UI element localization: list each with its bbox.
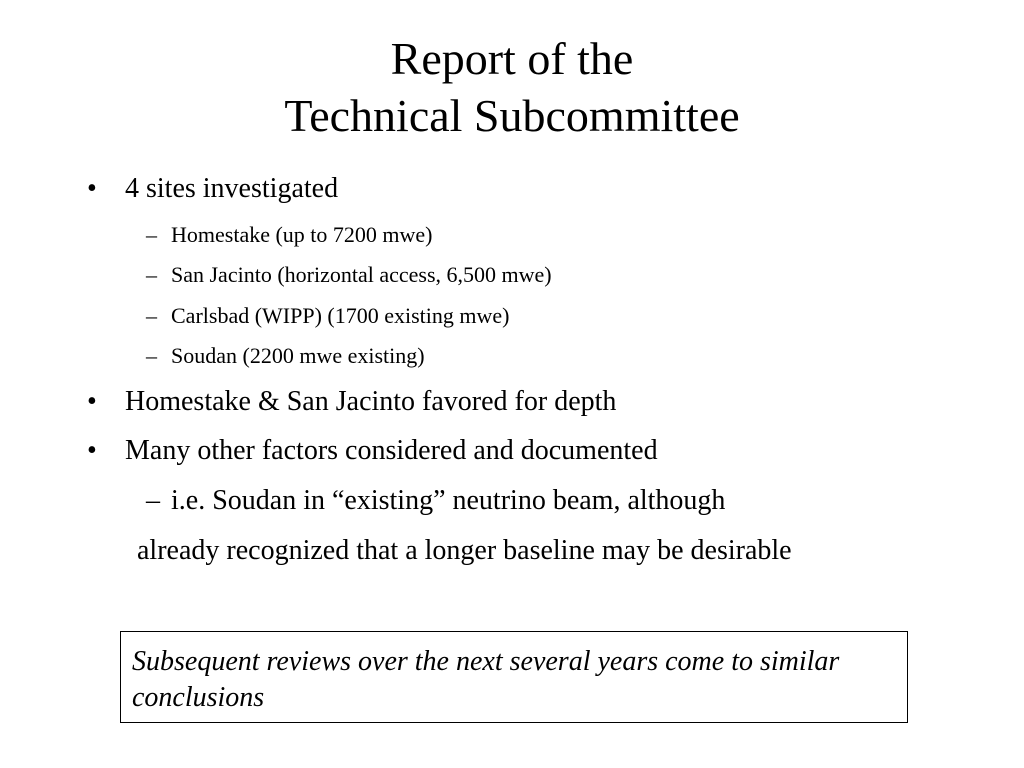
- slide-title: [0, 30, 1024, 144]
- sub-bullet-marker: –: [146, 485, 160, 516]
- bullet-marker: •: [87, 173, 97, 204]
- title-line-2: Technical Subcommittee: [284, 90, 740, 141]
- bullet-marker: •: [87, 386, 97, 417]
- title-line-1: Report of the: [390, 33, 634, 84]
- bullet-marker: •: [87, 435, 97, 466]
- sub-bullet-continuation: already recognized that a longer baseline may be desirable: [137, 535, 792, 566]
- bullet-favored-for-depth: Homestake & San Jacinto favored for depth: [125, 386, 617, 417]
- sub-bullet-marker: –: [146, 262, 157, 287]
- sub-bullet-san-jacinto: San Jacinto (horizontal access, 6,500 mwe): [171, 262, 552, 287]
- bullet-other-factors: Many other factors considered and documented: [125, 435, 658, 466]
- sub-bullet-soudan: Soudan (2200 mwe existing): [171, 343, 425, 368]
- sub-bullet-marker: –: [146, 303, 157, 328]
- sub-bullet-soudan-beam: i.e. Soudan in “existing” neutrino beam, although: [171, 485, 726, 516]
- sub-bullet-carlsbad: Carlsbad (WIPP) (1700 existing mwe): [171, 303, 510, 328]
- sub-bullet-marker: –: [146, 222, 157, 247]
- sub-bullet-marker: –: [146, 343, 157, 368]
- bullet-4-sites: 4 sites investigated: [125, 173, 339, 204]
- sub-bullet-homestake: Homestake (up to 7200 mwe): [171, 222, 433, 247]
- callout-text: Subsequent reviews over the next several years come to similar conclusions: [132, 646, 840, 713]
- conclusion-callout-box: [120, 631, 908, 723]
